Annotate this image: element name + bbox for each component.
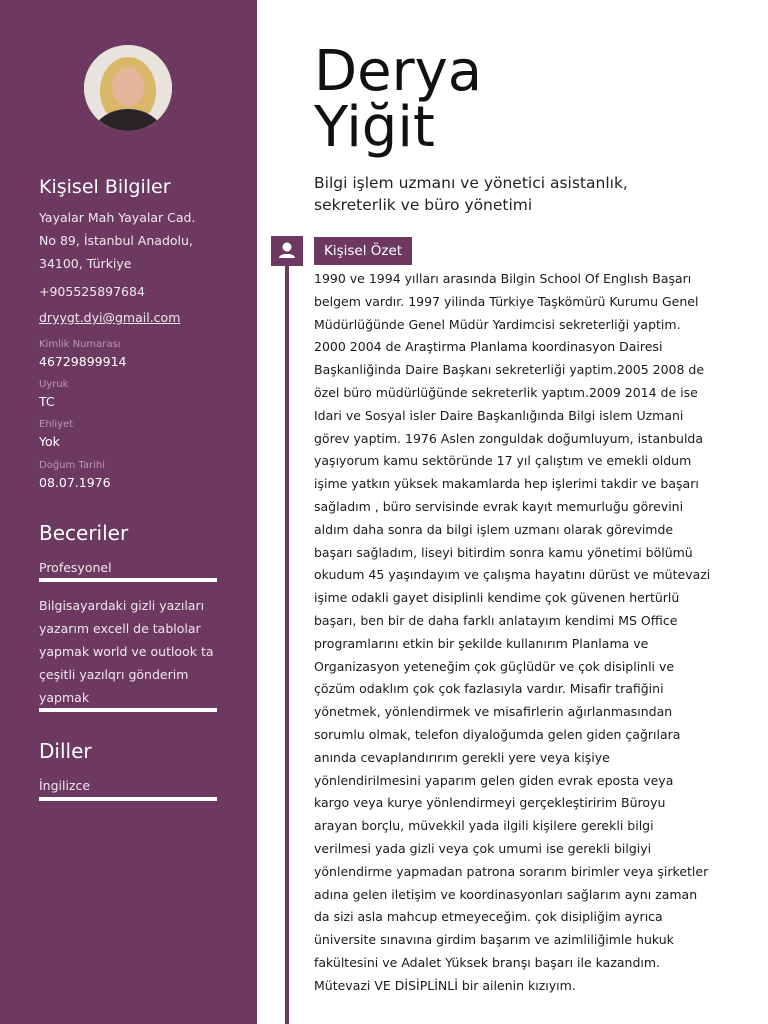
person-icon-box <box>271 236 303 266</box>
languages-heading: Diller <box>39 739 92 763</box>
skill-level-bar <box>39 578 217 582</box>
section-title-personal-summary: Kişisel Özet <box>314 237 412 265</box>
nationality-label: Uyruk <box>39 379 69 390</box>
language-level-bar <box>39 797 217 801</box>
skill-level-bar <box>39 708 217 712</box>
language-item: İngilizce <box>39 778 91 793</box>
license-label: Ehliyet <box>39 419 74 430</box>
profile-photo <box>84 45 172 131</box>
address-line: 34100, Türkiye <box>39 256 132 271</box>
sidebar <box>0 0 257 1024</box>
address <box>39 206 195 275</box>
email-link[interactable]: dryygt.dyi@gmail.com <box>39 310 181 325</box>
personal-info-heading: Kişisel Bilgiler <box>39 176 171 198</box>
address-line: Yayalar Mah Yayalar Cad. <box>39 210 196 225</box>
license-value: Yok <box>39 434 60 449</box>
avatar <box>84 45 172 131</box>
nationality-value: TC <box>39 394 55 409</box>
birth-date-value: 08.07.1976 <box>39 475 111 490</box>
id-number-label: Kimlik Numarası <box>39 339 121 350</box>
person-icon <box>271 236 303 266</box>
skills-heading: Beceriler <box>39 521 129 545</box>
birth-date-label: Doğum Tarihi <box>39 460 106 471</box>
timeline-line <box>285 250 289 1024</box>
id-number-value: 46729899914 <box>39 354 127 369</box>
candidate-name <box>314 39 483 160</box>
summary-text: 1990 ve 1994 yılları arasında Bilgin School Of Englısh Başarı belgem vardır. 1997 yilinda Türkiye Taşkömürü Kurumu Genel Müdürlüğünde Genel Müdür Yardimcisi sekreterliği yaptim. 2000 2004 de Araştirma Planlama koordinasyon Dairesi Başkanliğinda Daire Başkanı sekreterliği yaptim.2005 2008 de özel büro müdürlüğünde sekreterlik yaptım.2009 2014 de ise Idari ve Sosyal isler Daire Başkanlığında Bilgi islem Uzmani görev yaptim. 1976 Aslen zonguldak doğumluyum, istanbulda yaşıyorum kamu sektöründe 17 yıl çalıştım ve emekli oldum işime yatkın yüksek makamlarda hep işlerimi takdir ve başarı sağladım , büro servisinde evrak kayıt memurluğu görevini aldım daha sonra da bilgi işlem uzmanı olarak görevimde başarı sağladım, liseyi bitirdim sonra kamu yönetimi bölümü okudum 45 yaşındayım ve çalışma hayatını dürüst ve mütevazi işime odakli gayet disiplinli kendime çok güvenen hertürlü başarı, ben bir de daha farklı anlatayım kendimi MS Office programlarını etkin bir şekilde kullanırım Planlama ve Organizasyon yeteneğim çok güçlüdür ve çok disiplinli ve çözüm odaklım çok çok fazlasıyla vardır. Misafir trafiğini yönetmek, yönlendirmek ve misafirlerin ağırlanmasından sorumlu olmak, telefon diyaloğumda gelen giden çağrılara anında cevaplandırırım gerekli yere veya kişiye yönlendirilmesini yaparım gelen giden evrak eposta veya kargo veya kurye yönlendirmeyi gerçekleştiririm Büroyu arayan borçlu, müvekkil yada ilgili kişilere gerekli bilgi verilmesi yada gizli veya çok umumi ise gerekli bilgiyi yönlendirme yapmadan patrona sorarım birimler veya şirketler adına gelen iletişim ve koordinasyonları sağlarım aynı zaman da sizi asla mahcup etmeyeceğim. çok disipliğim ayrıca üniversite sınavına girdim başarım ve azimliliğimle hukuk fakültesini ve Adalet Yüksek branşı başarı ile kazandım. Mütevazi VE DİSİPLİNLİ bir ailenin kızıyım. <box>314 271 711 993</box>
job-title: Bilgi işlem uzmanı ve yönetici asistanlık, sekreterlik ve büro yönetimi <box>314 174 628 214</box>
last-name: Yiğit <box>314 95 435 160</box>
skill-item: Bilgisayardaki gizli yazıları yazarım excell de tablolar yapmak world ve outlook ta çeşitli yazılqrı gönderim yapmak <box>39 598 214 705</box>
phone: +905525897684 <box>39 284 145 299</box>
skill-item: Profesyonel <box>39 560 112 575</box>
address-line: No 89, İstanbul Anadolu, <box>39 233 193 248</box>
first-name: Derya <box>314 39 483 104</box>
